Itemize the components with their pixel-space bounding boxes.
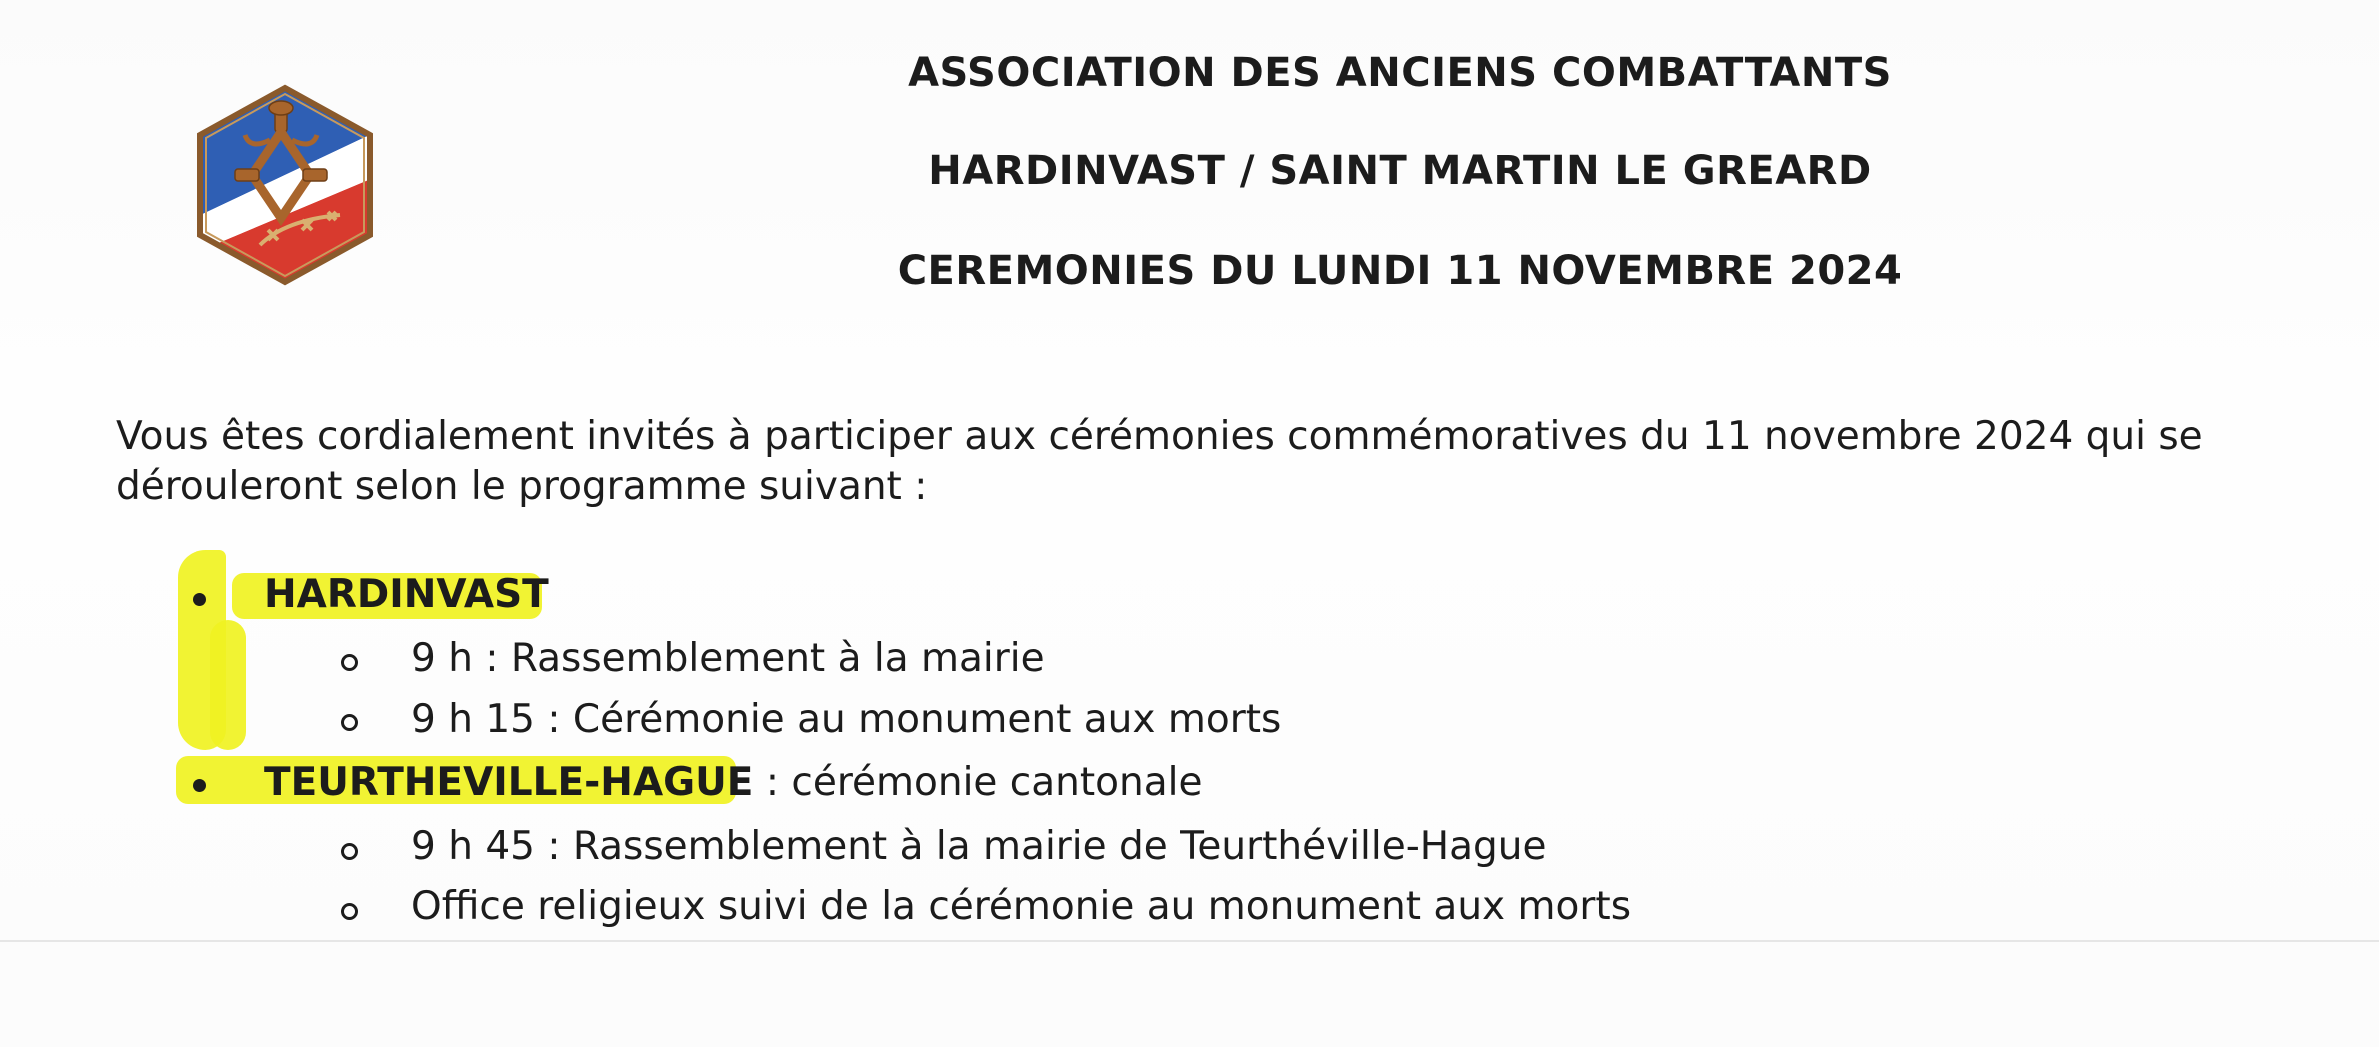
association-title: ASSOCIATION DES ANCIENS COMBATTANTS (908, 50, 1892, 96)
event-item: 9 h 45 : Rassemblement à la mairie de Teurthéville-Hague (411, 824, 1547, 869)
list-bullet (193, 593, 206, 606)
place-name-teurtheville: TEURTHEVILLE-HAGUE (264, 760, 754, 805)
place-line-teurtheville (264, 760, 1202, 805)
place-suffix: : cérémonie cantonale (753, 760, 1203, 805)
sub-list-bullet (341, 654, 358, 671)
sub-list-bullet (341, 714, 358, 731)
sub-list-bullet (341, 903, 358, 920)
event-item: 9 h : Rassemblement à la mairie (411, 636, 1045, 681)
invitation-paragraph: Vous êtes cordialement invités à participer aux cérémonies commémoratives du 11 novembre 2024 qui se dérouleront selon le programme suivant : (116, 414, 2203, 509)
event-item: Office religieux suivi de la cérémonie au monument aux morts (411, 884, 1632, 929)
ceremony-date-title: CEREMONIES DU LUNDI 11 NOVEMBRE 2024 (897, 248, 1903, 294)
list-bullet (193, 779, 206, 792)
page-edge-divider (0, 940, 2379, 942)
place-name-hardinvast: HARDINVAST (264, 572, 549, 617)
highlight-margin-curve (210, 620, 246, 750)
event-item: 9 h 15 : Cérémonie au monument aux morts (411, 697, 1282, 742)
association-emblem-icon (190, 80, 380, 290)
sub-list-bullet (341, 843, 358, 860)
association-communes: HARDINVAST / SAINT MARTIN LE GREARD (928, 148, 1872, 194)
